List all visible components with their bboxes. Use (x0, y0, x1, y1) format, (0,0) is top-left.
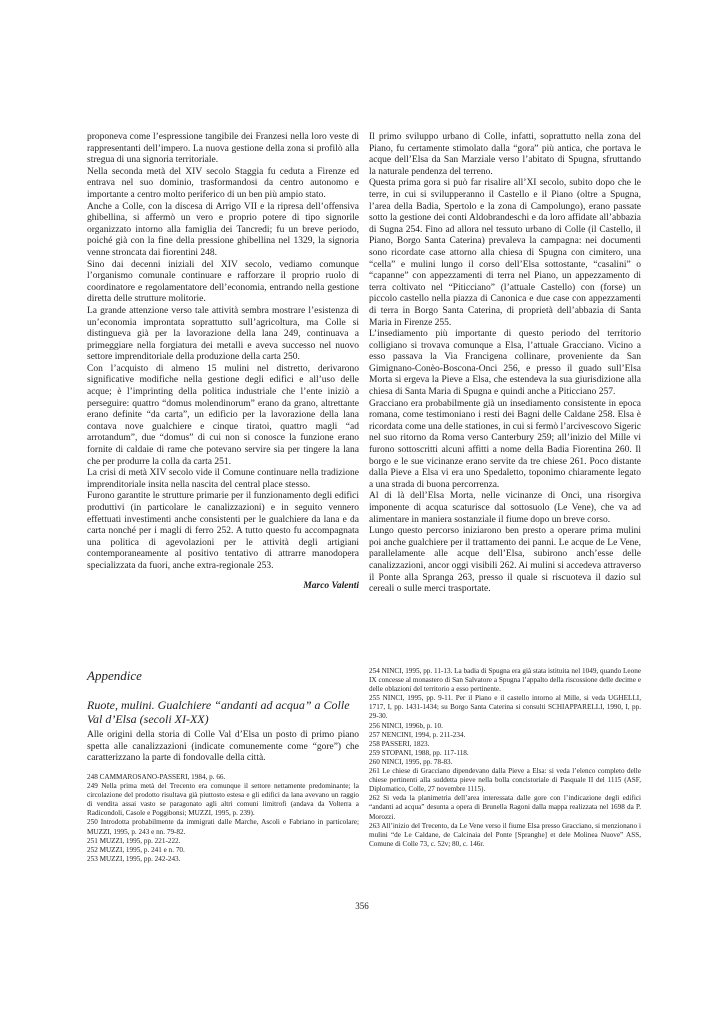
paragraph: La crisi di metà XIV secolo vide il Comune continuare nella tradizione imprenditoriale insita nella nascita del central place stesso. (87, 468, 359, 490)
footnote: 254 NINCI, 1995, pp. 11-13. La badia di Spugna era già stata istituita nel 1049, quando Leone IX concesse al monastero di San Salvatore a Spugna l’appalto della riscossione delle decime e delle oblazioni del territorio a esso pertinente. (369, 667, 641, 694)
paragraph: Nella seconda metà del XIV secolo Staggia fu ceduta a Firenze ed entrava nel suo dominio, trasformandosi da centro autonomo e importante a centro molto periferico di un ben più ampio stato. (87, 166, 359, 200)
footnote: 258 PASSERI, 1823. (369, 739, 430, 748)
footnote: 250 Introdotta probabilmente da immigrati dalle Marche, Ascoli e Fabriano in particolare; MUZZI, 1995, p. 243 e nn. 79-82. (87, 818, 359, 836)
author-signature: Marco Valenti (303, 580, 359, 591)
appendix-body (87, 730, 359, 765)
appendix-title: Appendice (87, 668, 142, 683)
paragraph: Al di là dell’Elsa Morta, nelle vicinanze di Onci, una risorgiva imponente di acqua scaturisce dal sottosuolo (Le Vene), che va ad alimentare in maniera sostanziale il fiume dopo un breve corso. (369, 491, 641, 525)
footnote: 252 MUZZI, 1995, p. 241 e n. 70. (87, 845, 185, 854)
footnote: 253 MUZZI, 1995, pp. 242-243. (87, 854, 181, 863)
paragraph: La grande attenzione verso tale attività sembra mostrare l’esistenza di un’economia improntata soprattutto sull’agricoltura, ma Colle si distingueva già per la lavorazione della lana 249, continuava a primeggiare nella forgiatura dei metalli e aveva successo nel nuovo settore imprenditoriale della produzione della carta 250. (87, 305, 359, 363)
left-column (87, 132, 359, 592)
footnotes-left (87, 773, 359, 864)
paragraph: Lungo questo percorso iniziarono ben presto a operare prima mulini poi anche gualchiere per il trattamento dei panni. Le acque de Le Vene, parallelamente alle acque dell’Elsa, subirono anch’esse delle canalizzazioni, ancor oggi visibili 262. Ai mulini si accedeva attraverso il Ponte alla Spranga 263, presso il quale si riscuoteva il dazio sul cereali o sulle merci trasportate. (369, 526, 641, 595)
footnotes-right (369, 667, 641, 849)
footnote: 259 STOPANI, 1988, pp. 117-118. (369, 748, 469, 757)
page-number: 356 (355, 901, 369, 911)
footnote: 261 Le chiese di Gracciano dipendevano dalla Pieve a Elsa: si veda l’elenco completo delle chiese pertinenti alla suddetta pieve nella bolla concistoriale di Pasquale II del 1115 (ASF, Diplomatico, Colle, 27 novembre 1115). (369, 767, 641, 794)
paragraph: Questa prima gora si può far risalire all’XI secolo, subito dopo che le terre, in cui si svilupperanno il Castello e il Piano (oltre a Spugna, l’area della Badia, Spertolo e la zona di Campolungo), erano passate sotto la gestione dei conti Aldobrandeschi e da loro affidate all’abbazia di Sugna 254. Fino ad allora nel tessuto urbano di Colle (il Castello, il Piano, Borgo Santa Caterina) prevaleva la campagna: nei documenti sono ricordate case attorno alla chiesa di Spugna con cimitero, una “cella” e mulini lungo il corso dell’Elsa sottostante, “casalini” o “capanne” con appezzamenti di terra nel Piano, un appezzamento di terra coltivato nel “Piticciano” (l’attuale Castello) con (forse) un piccolo castello nella piazza di Canonica e due case con appezzamenti di terra in Borgo Santa Caterina, di proprietà dell’abbazia di Santa Maria in Firenze 255. (369, 178, 641, 328)
paragraph: Sino dai decenni iniziali del XIV secolo, vediamo comunque l’organismo comunale continuare e rafforzare il proprio ruolo di coordinatore e regolamentatore dell’economia, entrando nella gestione diretta delle strutture molitorie. (87, 259, 359, 305)
paragraph: Alle origini della storia di Colle Val d’Elsa un posto di primo piano spetta alle canalizzazioni (indicate comunemente come “gore”) che caratterizzano la parte di fondovalle della città. (87, 730, 359, 764)
paragraph: Furono garantite le strutture primarie per il funzionamento degli edifici produttivi (in particolare le canalizzazioni) e in seguito vennero effettuati investimenti anche consistenti per le gualchiere da lana e da carta nonché per i magli di ferro 252. A tutto questo fu accompagnata una politica di agevolazioni per le attività degli artigiani contemporaneamente al positivo tentativo di attrarre manodopera specializzata da fuori, anche extra-regionale 253. (87, 491, 359, 571)
footnote: 251 MUZZI, 1995, pp. 221-222. (87, 836, 181, 845)
appendix-subtitle: Ruote, mulini. Gualchiere “andanti ad acqua” a Colle Val d’Elsa (secoli XI-XX) (87, 698, 350, 726)
paragraph: Anche a Colle, con la discesa di Arrigo VII e la ripresa dell’offensiva ghibellina, si affermò un vero e proprio potere di tipo signorile organizzato intorno alla famiglia dei Tancredi; fu un breve periodo, poiché già con la fine della pressione ghibellina nel 1329, la signoria venne stroncata dai fiorentini 248. (87, 201, 359, 258)
paragraph: proponeva come l’espressione tangibile dei Franzesi nella loro veste di rappresentanti dell’impero. La nuova gestione della zona si profilò alla stregua di una signoria territoriale. (87, 132, 359, 166)
footnote: 256 NINCI, 1996b, p. 10. (369, 721, 443, 730)
footnote: 263 All’inizio del Trecento, da Le Vene verso il fiume Elsa presso Gracciano, si menzionano i mulini “de Le Caldane, de Calcinaia del Ponte [Spranghe] et dele Molinea Nuove” ASS, Comune di Colle 73, c. 52v; 80, c. 146r. (369, 821, 641, 848)
paragraph: Gracciano era probabilmente già un insediamento consistente in epoca romana, come testimoniano i resti dei Bagni delle Caldane 258. Elsa è ricordata come una delle stationes, in cui si fermò l’arcivescovo Sigeric nel suo ritorno da Roma verso Canterbury 259; all’inizio del Mille vi furono sottoscritti alcuni affitti a nome della Badia Fiorentina 260. Il borgo e le sue vicinanze erano servite da tre chiese 261. Poco distante dalla Pieve a Elsa vi era uno Spedaletto, toponimo chiaramente legato a una strada di buona percorrenza. (369, 398, 641, 490)
paragraph: L’insediamento più importante di questo periodo del territorio colligiano si trovava comunque a Elsa, l’attuale Gracciano. Vicino a esso passava la Via Francigena collinare, proveniente da San Gimignano-Conèo-Boscona-Onci 256, e presso il guado sull’Elsa Morta si ergeva la Pieve a Elsa, che estendeva la sua giurisdizione alla chiesa di Santa Maria di Spugna e quindi anche a Piticciano 257. (369, 329, 641, 398)
paragraph: Con l’acquisto di almeno 15 mulini nel distretto, derivarono significative modifiche nella gestione degli edifici e all’uso delle acque; è l’imprinting della politica industriale che l’ente iniziò a perseguire: quattro “domus molendinorum” erano da grano, altrettante erano definite “da carta”, un edificio per la lavorazione della lana contava nove gualchiere e cinque tiratoi, quattro magli “ad arrotandum”, due “domus” di cui non si conosce la funzione erano fornite di caldaie di rame che potevano servire sia per tingere la lana che per produrre la colla da carta 251. (87, 363, 359, 467)
footnote: 248 CAMMAROSANO-PASSERI, 1984, p. 66. (87, 773, 226, 781)
paragraph: Il primo sviluppo urbano di Colle, infatti, soprattutto nella zona del Piano, fu certamente stimolato dalla “gora” più antica, che portava le acque dell’Elsa da San Marziale verso l’abitato di Spugna, sfruttando la naturale pendenza del terreno. (369, 132, 641, 177)
footnote: 249 Nella prima metà del Trecento era comunque il settore nettamente predominante; la circolazione del prodotto risultava già piuttosto estesa e gli edifici da lana avevano un raggio di vendita assai vasto se paragonato agli altri comuni limitrofi (andava da Volterra a Radicondoli, Casole e Poggibonsi; MUZZI, 1995, p. 239). (87, 782, 359, 818)
footnote: 257 NENCINI, 1994, p. 211-234. (369, 730, 466, 739)
footnote: 260 NINCI, 1995, pp. 78-83. (369, 757, 453, 766)
footnote: 255 NINCI, 1995, pp. 9-11. Per il Piano e il castello intorno al Mille, si veda UGHELLI, 1717, I, pp. 1431-1434; su Borgo Santa Caterina si consulti SCHIAPPARELLI, 1990, I, pp. 29-30. (369, 694, 641, 721)
footnote: 262 Si veda la planimetria dell’area interessata dalle gore con l’indicazione degli edifici “andanti ad acqua” desunta a opera di Brunella Ragoni dalla mappa realizzata nel 1698 da P. Morozzi. (369, 794, 641, 821)
right-column (369, 132, 641, 596)
